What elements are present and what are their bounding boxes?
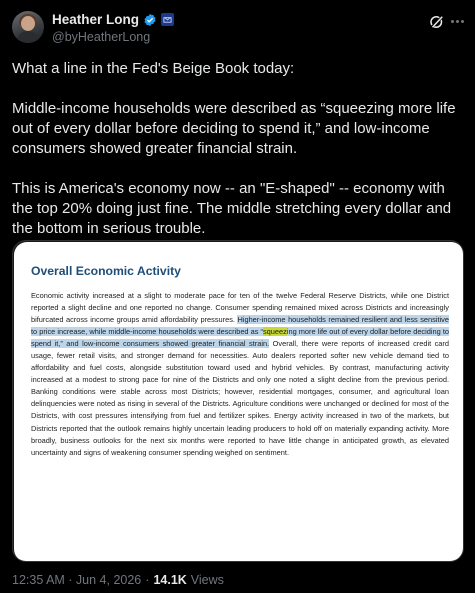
timestamp[interactable]: 12:35 AM · Jun 4, 2026: [12, 573, 142, 587]
highlighted-text: Higher-income households remained resilient and less sensitive to price increase, while middle-income households were described as “: [31, 315, 449, 337]
document-body: [31, 290, 449, 459]
meta-separator: ·: [145, 573, 150, 587]
document-excerpt: [14, 242, 464, 562]
grok-icon[interactable]: [428, 13, 446, 31]
affiliate-badge-icon[interactable]: [161, 13, 174, 26]
verified-badge-icon: [143, 13, 157, 27]
views-label: Views: [190, 573, 224, 587]
avatar[interactable]: [12, 11, 44, 43]
highlighted-word: squeez: [262, 327, 287, 337]
more-options-icon[interactable]: [451, 20, 465, 24]
tweet-text: What a line in the Fed's Beige Book today: Middle-income households were described as “squeezing more life out of every dollar before deciding to spend it,” and low-income consumers showed greater financial strain. This is America's economy now -- an "E-shaped" -- economy with the top 20% doing just fine. The middle stretching every dollar and the bottom in serious trouble.: [12, 60, 456, 237]
attached-image[interactable]: [12, 240, 464, 562]
author-display-name[interactable]: Heather Long: [52, 12, 140, 27]
author-name-row[interactable]: [52, 12, 174, 27]
tweet-meta: [12, 573, 224, 587]
highlighted-text-continued: ing more life out of every dollar before deciding to spend it,” and low-income consumers showed greater financial strain.: [31, 327, 449, 349]
document-title: Overall Economic Activity: [31, 264, 181, 278]
views-count[interactable]: 14.1K: [153, 573, 187, 587]
author-handle[interactable]: @byHeatherLong: [52, 30, 151, 44]
tweet-header: [0, 0, 475, 52]
document-text: Economic activity increased at a slight to moderate pace for ten of the twelve Federal Reserve Districts, while one District reported a slight decline and one reported no change. Consumer spending remained mixed across Districts and increasingly bifurcated across income groups amid affordability pressures.: [31, 291, 449, 325]
document-text-continued: Overall, there were reports of increased credit card usage, fewer retail visits, and stronger demand for necessities. Auto dealers reported softer new vehicle demand tied to affordability and fuel costs, alongside substitution toward used and hybrid vehicles. By contrast, manufacturing activity increased at a modest to strong pace for nine of the Districts and only one noted a slight decline from the previous period. Banking conditions were stable across most Districts; however, residential mortgages, consumer, and agricultural loan delinquencies were noted as rising in several of the Districts. Agriculture conditions were unchanged or declined for most of the Districts, with cost pressures intensifying from fuel and fertilizer spikes. Energy activity increased in two of the markets, but Districts reported that the outlook remains highly uncertain leading producers to hold off on materially expanding activity. More broadly, business outlooks for the next six months were reported to have little change in anticipated growth, as elevated uncertainty and signs of weakening consumer spending weighed on sentiment.: [31, 339, 449, 457]
